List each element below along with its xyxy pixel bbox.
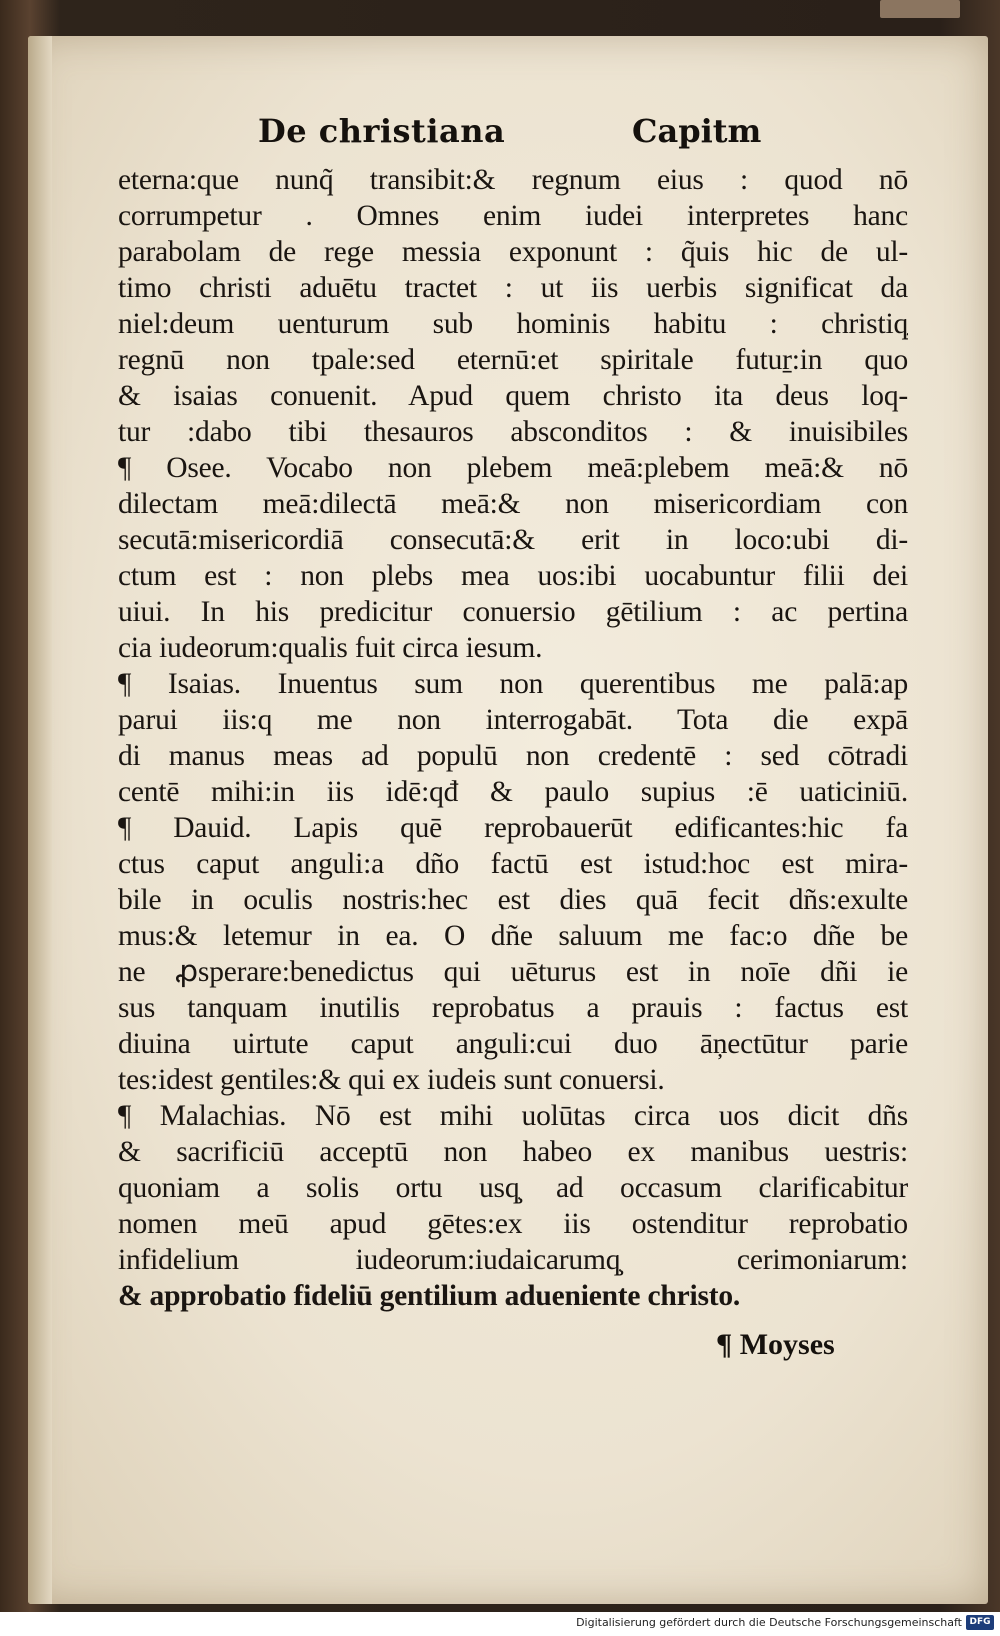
text-line: sus tanquam inutilis reprobatus a prauis : factus est — [118, 992, 908, 1024]
text-line: & isaias conuenit. Apud quem christo ita deus loq- — [118, 380, 908, 412]
footer-bar — [0, 1612, 1000, 1636]
text-line: di manus meas ad populū non credentē : sed cōtradi — [118, 740, 908, 772]
body-text — [118, 162, 908, 1314]
text-line: mus:& letemur in ea. O dñe saluum me fac:o dñe be — [118, 920, 908, 952]
text-line: ¶ Osee. Vocabo non plebem meā:plebem meā:& nō — [118, 452, 908, 484]
text-line: ¶ Isaias. Inuentus sum non querentibus me palā:ap — [118, 668, 908, 700]
text-line: tes:idest gentiles:& qui ex iudeis sunt conuersi. — [118, 1064, 665, 1096]
running-head-left: De christiana — [258, 112, 506, 150]
text-line: regnū non tpale:sed eternū:et spiritale futuṟ:in quo — [118, 344, 908, 376]
text-line: corrumpetur . Omnes enim iudei interpretes hanc — [118, 200, 908, 232]
text-line: ctus caput anguli:a dño factū est istud:hoc est mira- — [118, 848, 908, 880]
text-line: secutā:misericordiā consecutā:& erit in loco:ubi di- — [118, 524, 908, 556]
text-line: parui iis:q me non interrogabāt. Tota die expā — [118, 704, 908, 736]
text-line: eterna:que nunq̃ transibit:& regnum eius : quod nō — [118, 164, 908, 196]
text-line: uiui. In his predicitur conuersio gētilium : ac pertina — [118, 596, 908, 628]
text-line: centē mihi:in iis idē:qđ & paulo supius :ē uaticiniū. — [118, 776, 908, 808]
text-line: quoniam a solis ortu usq̧ ad occasum clarificabitur — [118, 1172, 908, 1204]
dfg-logo: DFG — [966, 1615, 994, 1630]
text-line: tur :dabo tibi thesauros absconditos : & inuisibiles — [118, 416, 908, 448]
text-line: ctum est : non plebs mea uos:ibi uocabuntur filii dei — [118, 560, 908, 592]
text-line: infidelium iudeorum:iudaicarumq̧ cerimoniarum: — [118, 1244, 908, 1276]
text-line: timo christi aduētu tractet : ut iis uerbis significat da — [118, 272, 908, 304]
text-line: cia iudeorum:qualis fuit circa iesum. — [118, 632, 543, 664]
running-head-right: Capitm — [632, 112, 762, 150]
text-line: ¶ Dauid. Lapis quē reprobauerūt edificantes:hic fa — [118, 812, 908, 844]
text-line: bile in oculis nostris:hec est dies quā fecit dñs:exulte — [118, 884, 908, 916]
text-line: ne ꝓsperare:benedictus qui uēturus est in noīe dñi ie — [118, 956, 908, 988]
text-line: diuina uirtute caput anguli:cui duo āņectūtur parie — [118, 1028, 908, 1060]
text-line: ¶ Malachias. Nō est mihi uolūtas circa uos dicit dñs — [118, 1100, 908, 1132]
running-head — [0, 112, 1000, 162]
text-line: & sacrificiū acceptū non habeo ex manibus uestris: — [118, 1136, 908, 1168]
text-line: parabolam de rege messia exponunt : q̃uis hic de ul- — [118, 236, 908, 268]
text-line: nomen meū apud gētes:ex iis ostenditur reprobatio — [118, 1208, 908, 1240]
footer-credit: Digitalisierung gefördert durch die Deutsche Forschungsgemeinschaft — [576, 1616, 962, 1629]
text-line: dilectam meā:dilectā meā:& non misericordiam con — [118, 488, 908, 520]
text-line: niel:deum uenturum sub hominis habitu : christiq̧ — [118, 308, 908, 340]
text-line: & approbatio fideliū gentilium adueniente christo. — [118, 1280, 741, 1312]
catchword: ¶ Moyses — [716, 1328, 835, 1361]
page-gutter — [28, 36, 52, 1604]
book-edge-tab — [880, 0, 960, 18]
